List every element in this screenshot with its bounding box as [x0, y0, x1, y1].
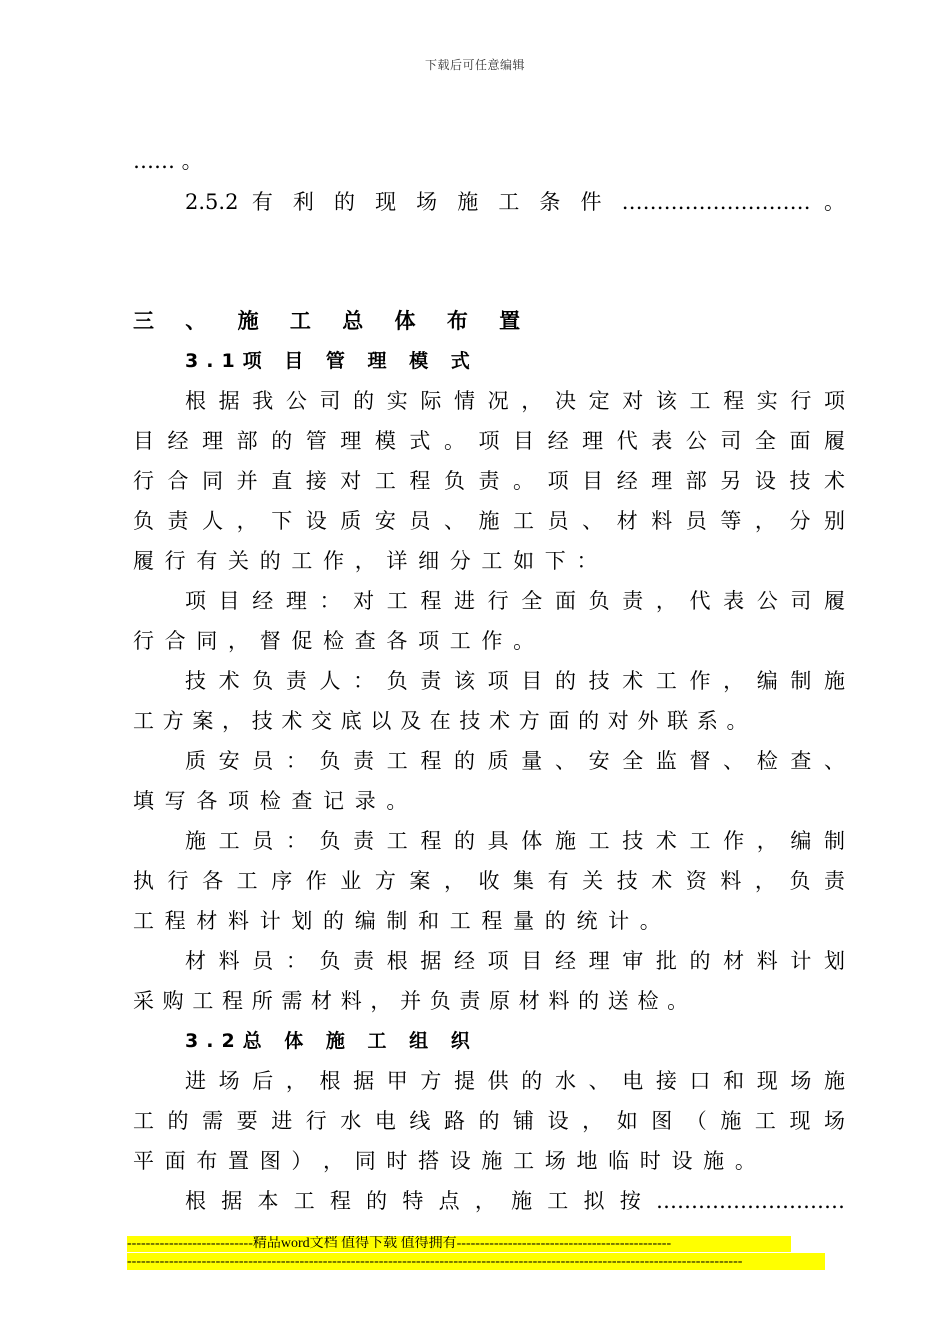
paragraph-line: 执 行 各 工 序 作 业 方 案 ， 收 集 有 关 技 术 资 料 ， 负 责 [133, 869, 845, 893]
paragraph-line: 工 方 案 ， 技 术 交 底 以 及 在 技 术 方 面 的 对 外 联 系 。 [133, 709, 749, 733]
paragraph-line: 根 据 本 工 程 的 特 点 ， 施 工 拟 按 ……………………… [185, 1189, 845, 1213]
paragraph-line: 履 行 有 关 的 工 作 ， 详 细 分 工 如 下 ： [133, 549, 600, 573]
paragraph-line: 项 目 经 理 ： 对 工 程 进 行 全 面 负 责 ， 代 表 公 司 履 [185, 589, 845, 613]
paragraph-line: 材 料 员 ： 负 责 根 据 经 项 目 经 理 审 批 的 材 料 计 划 [185, 949, 845, 973]
paragraph-line: 施 工 员 ： 负 责 工 程 的 具 体 施 工 技 术 工 作 ， 编 制 [185, 829, 845, 853]
toc-entry-2-5-2: 2.5.2 有 利 的 现 场 施 工 条 件 ……………………… 。 [185, 190, 845, 214]
footer-banner [127, 1236, 825, 1270]
page-header: 下载后可任意编辑 [424, 58, 525, 72]
text-line: …… 。 [133, 149, 203, 173]
paragraph-line: 目 经 理 部 的 管 理 模 式 。 项 目 经 理 代 表 公 司 全 面 履 [133, 429, 845, 453]
paragraph-line: 工 的 需 要 进 行 水 电 线 路 的 铺 设 ， 如 图 （ 施 工 现 场 [133, 1109, 845, 1133]
paragraph-line: 进 场 后 ， 根 据 甲 方 提 供 的 水 、 电 接 口 和 现 场 施 [185, 1069, 845, 1093]
subsection-heading-3-1: 3.1项 目 管 理 模 式 [185, 350, 478, 372]
paragraph-line: 平 面 布 置 图 ） ， 同 时 搭 设 施 工 场 地 临 时 设 施 。 [133, 1149, 758, 1173]
paragraph-line: 负 责 人 ， 下 设 质 安 员 、 施 工 员 、 材 料 员 等 ， 分 别 [133, 509, 845, 533]
paragraph-line: 采 购 工 程 所 需 材 料 ， 并 负 责 原 材 料 的 送 检 。 [133, 989, 690, 1013]
paragraph-line: 技 术 负 责 人 ： 负 责 该 项 目 的 技 术 工 作 ， 编 制 施 [185, 669, 845, 693]
paragraph-line: 质 安 员 ： 负 责 工 程 的 质 量 、 安 全 监 督 、 检 查 、 [185, 749, 845, 773]
paragraph-line: 工 程 材 料 计 划 的 编 制 和 工 程 量 的 统 计 。 [133, 909, 663, 933]
footer-banner-row: ---------------------------精品word文档 值得下载 值得拥有---------------------------------------------- [127, 1236, 791, 1252]
paragraph-line: 行 合 同 ， 督 促 检 查 各 项 工 作 。 [133, 629, 537, 653]
paragraph-line: 根 据 我 公 司 的 实 际 情 况 ， 决 定 对 该 工 程 实 行 项 [185, 389, 845, 413]
paragraph-line: 行 合 同 并 直 接 对 工 程 负 责 。 项 目 经 理 部 另 设 技 术 [133, 469, 845, 493]
paragraph-line: 填 写 各 项 检 查 记 录 。 [133, 789, 410, 813]
section-heading-3: 三 、 施 工 总 体 布 置 [133, 309, 533, 333]
footer-banner-row: ------------------------------------------------------------------------------------------------------------------------------------ [127, 1253, 825, 1270]
subsection-heading-3-2: 3.2总 体 施 工 组 织 [185, 1030, 478, 1052]
